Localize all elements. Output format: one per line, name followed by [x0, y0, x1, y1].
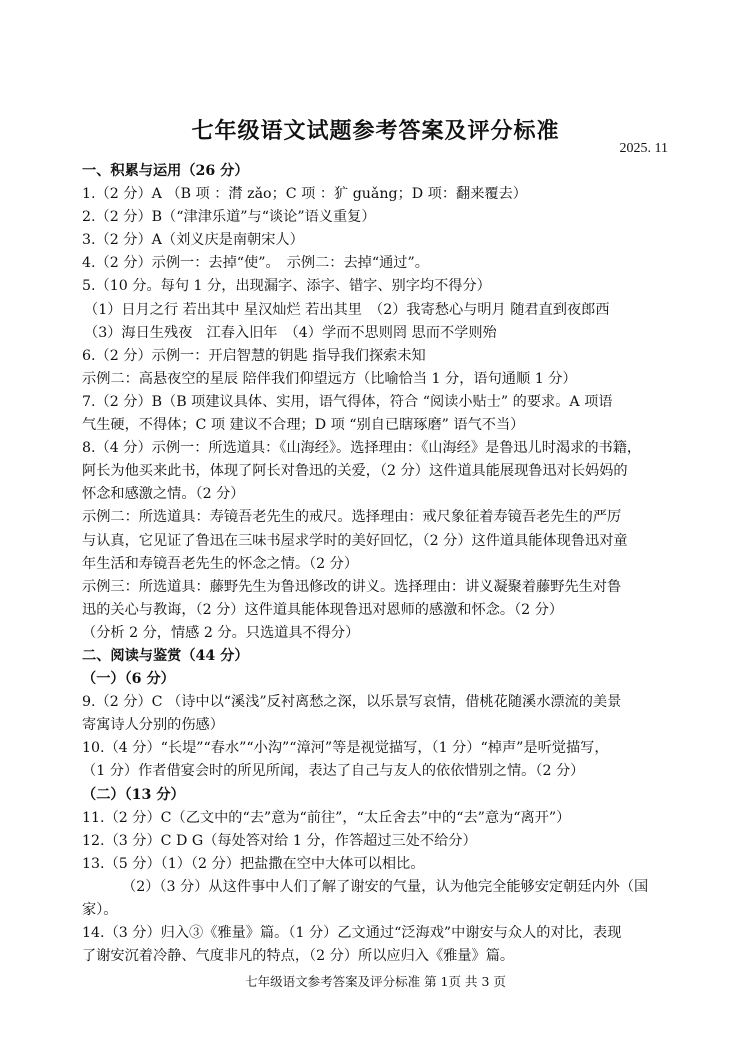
answer-line: 怀念和感激之情。（2 分）	[82, 486, 245, 503]
answer-line: 1.（2 分）A （B 项 ：潸 zǎo；C 项 ：犷 guǎng；D 项：翻来覆去）	[82, 186, 527, 203]
answer-line: 13.（5 分）（1）（2 分）把盐撒在空中大体可以相比。	[82, 855, 425, 872]
answer-line: 5.（10 分。每句 1 分，出现漏字、添字、错字、别字均不得分）	[82, 278, 491, 295]
document-date: 2025. 11	[619, 141, 668, 156]
answer-line: 家）。	[82, 902, 118, 918]
section-heading-1: 一、积累与运用（26 分）	[82, 163, 249, 179]
document-title: 七年级语文试题参考答案及评分标准	[191, 118, 560, 144]
answer-line: 14.（3 分）归入③《雅量》篇。（1 分）乙文通过“泛海戏”中谢安与众人的对比，表现	[82, 925, 622, 942]
answer-line: 示例二：高悬夜空的星辰 陪伴我们仰望远方（比喻恰当 1 分，语句通顺 1 分）	[82, 370, 577, 387]
subsection-heading-2: （二）（13 分）	[82, 786, 185, 803]
answer-line: 11.（2 分）C（乙文中的“去”意为“前往”，“太丘舍去”中的“去”意为“离开”）	[82, 809, 571, 826]
answer-line: （1 分）作者借宴会时的所见所闻，表达了自己与友人的依依惜别之情。（2 分）	[82, 763, 585, 780]
answer-line: （2）（3 分）从这件事中人们了解了谢安的气量，认为他完全能够安定朝廷内外（国	[122, 878, 649, 895]
answer-line: 示例二：所选道具：寿镜吾老先生的戒尺。选择理由：戒尺象征着寿镜吾老先生的严厉	[82, 509, 622, 526]
answer-line: 阿长为他买来此书，体现了阿长对鲁迅的关爱，（2 分）这件道具能展现鲁迅对长妈妈的	[82, 463, 628, 480]
answer-line: 迅的关心与教诲，（2 分）这件道具能体现鲁迅对恩师的感激和怀念。（2 分）	[82, 601, 564, 618]
answer-line: 6.（2 分）示例一：开启智慧的钥匙 指导我们探索未知	[82, 347, 426, 364]
answer-line: 10.（4 分）“长堤”“春水”“小沟”“漳河”等是视觉描写，（1 分）“棹声”是听觉描写，	[82, 740, 609, 757]
answer-line: （3）海日生残夜 江春入旧年 （4）学而不思则罔 思而不学则殆	[84, 324, 497, 341]
document-body	[82, 160, 670, 968]
answer-line: （分析 2 分，情感 2 分。只选道具不得分）	[82, 624, 360, 641]
answer-line: （1）日月之行 若出其中 星汉灿烂 若出其里 （2）我寄愁心与明月 随君直到夜郎西	[84, 301, 610, 318]
answer-line: 气生硬，不得体；C 项 建议不合理；D 项 “别自已瞎琢磨” 语气不当）	[82, 417, 525, 434]
section-heading-2: 二、阅读与鉴赏（44 分）	[82, 647, 249, 664]
answer-line: 了谢安沉着冷静、气度非凡的特点，（2 分）所以应归入《雅量》篇。	[82, 948, 515, 965]
answer-line: 与认真，它见证了鲁迅在三味书屋求学时的美好回忆，（2 分）这件道具能体现鲁迅对童	[82, 532, 628, 549]
answer-line: 4.（2 分）示例一：去掉“使”。 示例二：去掉“通过”。	[82, 255, 429, 272]
answer-line: 2.（2 分）B（“津津乐道”与“谈论”语义重复）	[82, 209, 376, 226]
answer-line: 示例三：所选道具：藤野先生为鲁迅修改的讲义。选择理由：讲义凝聚着藤野先生对鲁	[82, 578, 622, 595]
answer-line: 8.（4 分）示例一：所选道具：《山海经》。选择理由：《山海经》是鲁迅儿时渴求的书籍，	[82, 440, 642, 457]
answer-line: 寄寓诗人分别的伤感）	[82, 717, 224, 734]
subsection-heading-1: （一）（6 分）	[82, 671, 175, 688]
answer-line: 年生活和寿镜吾老先生的怀念之情。（2 分）	[82, 555, 359, 572]
answer-line: 7.（2 分）B（B 项建议具体、实用，语气得体，符合 “阅读小贴士” 的要求。A 项语	[82, 393, 613, 410]
page-footer: 七年级语文参考答案及评分标准 第 1页 共 3 页	[245, 974, 506, 989]
answer-line: 12.（3 分）C D G（每处答对给 1 分，作答超过三处不给分）	[82, 832, 477, 849]
answer-line: 9.（2 分）C （诗中以“溪浅”反衬离愁之深，以乐景写哀情，借桃花随溪水漂流的美景	[82, 694, 622, 711]
answer-line: 3.（2 分）A（刘义庆是南朝宋人）	[82, 232, 304, 249]
